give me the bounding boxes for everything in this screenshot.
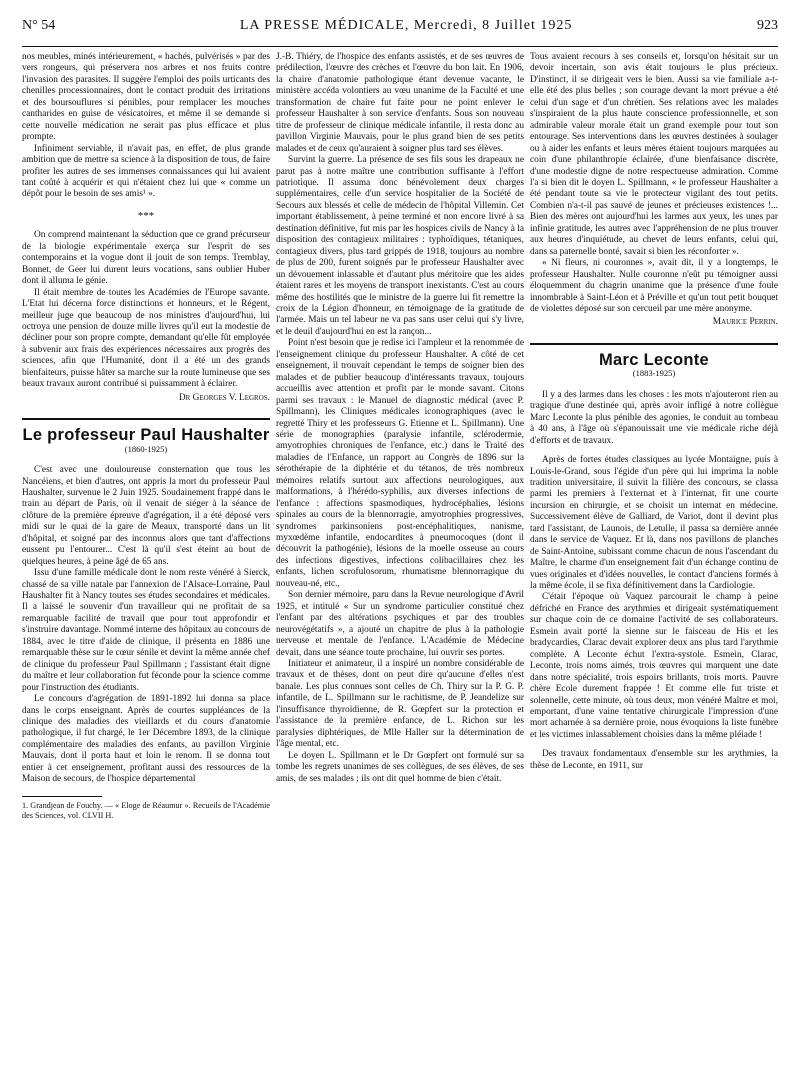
paragraph: nos meubles, minés intérieurement, « hachés, pulvérisés » par des vers rongeurs, qui préservera nos arbres et nos fruits contre l'invasion des parasites. Il suggère l'emploi des poils urticants des chenilles processionnaires, dont le contact produit des irritations et des boursouflures si pénibles, pour remplacer les mouches cantharides en guise de vésicatoires, et même il se demande si cette nouvelle médication ne serait pas plus efficace et plus prompte. [22, 52, 270, 143]
paragraph: Infiniment serviable, il n'avait pas, en effet, de plus grande ambition que de mettre sa science à la disposition de tous, de faire profiter les autres de ses immenses connaissances qui lui avaient tant coûté à acquérir et qui n'étaient chez lui que « comme un dépôt pour le besoin de ses amis¹ ». [22, 143, 270, 200]
paragraph: Son dernier mémoire, paru dans la Revue neurologique d'Avril 1925, et intitulé « Sur un syndrome particulier constitué chez l'enfant par des altérations psychiques et par des troubles neurovégétatifs », a ajouté un chapitre de plus à la pathologie nerveuse et mentale de l'enfance. L'Académie de Médecine devait, dans une séance toute prochaine, lui ouvrir ses portes. [276, 590, 524, 658]
paragraph: J.-B. Thiéry, de l'hospice des enfants assistés, et de ses œuvres de prédilection, l'œuvre des crèches et l'œuvre du bon lait. En 1906, la chaire d'anatomie pathologique étant devenue vacante, le ministère accéda volontiers au vœu unanime de la Faculté et une transformation de chaire fut faite pour ne point enlever le professeur Haushalter à son service d'enfants. Sous son nouveau titre de professeur de clinique médicale infantile, il resta donc au pavillon Virginie Mauvais, pour le plus grand bien de ses petits malades et de ceux qu'auraient à soigner plus tard ses élèves. [276, 52, 524, 154]
paragraph: Point n'est besoin que je redise ici l'ampleur et la renommée de l'enseignement clinique du professeur Haushalter. A côté de cet enseignement, il trouvait cependant le temps de soigner bien des malades et de publier beaucoup d'intéressants travaux, toujours accueillis avec attention et profit par le monde savant. Citons parmi ses travaux : le Manuel de diagnostic médical (avec P. Spillmann), les Cliniques médicales iconographiques (avec le regretté Thiry et les professeurs G. Etienne et L. Spillmann). Une série de monographies (paralysie infantile, sclérodermie, amyotrophies chroniques de l'enfance, etc.) dans le Traité des maladies de l'Enfance, un rapport au Congrès de 1896 sur la sérothérapie de la diphtérie et du tétanos, de très nombreux mémoires relatifs surtout aux affections neurologiques, aux malformations, à l'hérédo-syphilis, aux diverses infections de l'enfance : affections spasmodiques, hydrocéphalies, lésions spinales au cours de la blennorragie, amyotrophies progressives, syndromes parkinsoniens post-encéphalitiques, nanisme, myxœdème infantile, endocardites à pneumocoques (dont il découvrit la pathogénie), lésions de la moelle osseuse au cours des infections digestives, infections colibacillaires chez les enfants, lichen scrofulosorum, rhumatisme blennorragique du nouveau-né, etc., [276, 338, 524, 589]
paragraph: Des travaux fondamentaux d'ensemble sur les arythmies, la thèse de Leconte, en 1911, sur [530, 749, 778, 771]
article-title: Le professeur Paul Haushalter [22, 426, 270, 445]
paragraph: Tous avaient recours à ses conseils et, lorsqu'on hésitait sur un devoir incertain, son avis était toujours le plus précieux. D'instinct, il se dirigeait vers le bien. Aussi sa vie familiale a-t-elle été des plus belles ; son courage devant la mort prévue a été celui d'un sage et d'un chrétien. Ses relations avec les malades s'inspiraient de la plus haute conscience professionnelle, et son admirable valeur morale était un grand exemple pour tout son entourage. Ses interventions dans les œuvres destinées à soulager ou à aider les enfants et leurs mères étaient toujours marquées au coin d'une philanthropie éclairée, d'une bienfaisance discrète, d'une modestie digne de notre respectueuse admiration. Comme l'a si bien dit le doyen L. Spillmann, « le professeur Haushalter a été pendant toute sa vie le protecteur vigilant des tout petits. Combien n'a-t-il pas sauvé de jeunes et précieuses existences !... Bien des mères ont aujourd'hui les larmes aux yeux, les unes par infinie gratitude, les autres avec l'appréhension de ne plus trouver aux heures d'inquiétude, au chevet de leurs enfants, celui qui, dans sa paternelle bonté, savait si bien les réconforter ». [530, 52, 778, 257]
section-separator: *** [137, 209, 155, 222]
paragraph: Il y a des larmes dans les choses : les mots n'ajouteront rien au tragique d'une destinée qui, après avoir infligé à notre collègue Marc Leconte la plus pénible des agonies, le conduit au tombeau à 40 ans, à l'âge où s'épanouissait une vie médicale riche déjà d'efforts et de travaux. [530, 389, 778, 446]
paragraph: C'est avec une douloureuse consternation que tous les Nancéiens, et bien d'autres, ont appris la mort du professeur Paul Haushalter, survenue le 2 Juin 1925. Soudainement frappé dans le train au départ de Paris, où il venait de siéger à la séance de clôture de la première épreuve d'agrégation, il a été déposé vers midi sur le quai de la gare de Meaux, transporté dans un lit d'hôpital, et soigné par des inconnus alors que tant d'affections eussent pu l'entourer... C'est là qu'il s'est éteint au bout de quelques heures, à peine âgé de 65 ans. [22, 465, 270, 567]
column-3 [530, 52, 778, 772]
header-rule [22, 46, 778, 47]
footnote: 1. Grandjean de Fouchy. — « Eloge de Réaumur ». Recueils de l'Académie des Sciences, vol. CLVII H. [22, 800, 270, 820]
article-divider [22, 418, 270, 420]
article-divider [530, 343, 778, 345]
paragraph: C'était l'époque où Vaquez parcourait le champ à peine défriché en France des arythmies et dirigeait systématiquement sur chaque coin de ce domaine l'activité de ses collaborateurs. Esmein avait porté la sienne sur le faisceau de His et les bradycardies, Clarac devait explorer deux ans plus tard l'arythmie complète. A Leconte échut l'extra-systole. Esmein, Clarac, Leconte, trois noms aimés, trois œuvres qui marquent une date dans notre spécialité, trois espoirs brillants, trois morts. Pauvre chère Ecole durement frappée ! Et comme elle fut triste et solennelle, cette minute, où tous deux, mon vénéré Maître et moi, emportant, d'une vaine tentative chirurgicale l'impression d'une mort acharnée à sa dernière proie, nous évoquions la liste funèbre et les victimes inlassablement choisies dans la même pléiade ! [530, 592, 778, 740]
paragraph: Issu d'une famille médicale dont le nom reste vénéré à Sierck, chassé de sa ville natale par l'annexion de l'Alsace-Lorraine, Paul Haushalter fit à Nancy toutes ses études secondaires et médicales. Il a laissé le souvenir d'un travailleur qui ne profitait de sa remarquable facilité de travail que pour tout approfondir et s'instruire davantage. Nommé interne des hôpitaux au concours de 1884, avec le titre d'aide de clinique, il présenta en 1886 une remarquable thèse sur le cœur sénile et devint la même année chef de clinique du professeur Paul Spillmann ; l'assistant était digne du maître et leur collaboration fut féconde pour la science comme pour l'instruction des étudiants. [22, 568, 270, 693]
column-1 [22, 52, 270, 821]
issue-number: N° 54 [22, 18, 56, 33]
paragraph: On comprend maintenant la séduction que ce grand précurseur de la biologie expérimentale exerça sur l'esprit de ses contemporains et la vogue dont il jouit de son temps. Tremblay, Bonnet, de Geer lui durent leurs vocations, sans oublier Huber dont il alluma le génie. [22, 230, 270, 287]
spacer [530, 447, 778, 455]
journal-title: LA PRESSE MÉDICALE, Mercredi, 8 Juillet 1925 [239, 18, 573, 33]
paragraph: Initiateur et animateur, il a inspiré un nombre considérable de travaux et de thèses, dont on peut dire qu'aucune d'elles n'est banale. Les plus connues sont celles de Ch. Thiry sur la P. G. P. infantile, de L. Spillmann sur le rachitisme, de P. Jeandelize sur l'insuffisance thyroïdienne, de R. Gœpfert sur la protection et l'assistance de la première enfance, de L. Richon sur les paralysies diphtériques, de Mlle Haller sur la détermination de l'âge mental, etc. [276, 659, 524, 750]
author-signature: Dr Georges V. Legros. [178, 392, 270, 403]
paragraph: Après de fortes études classiques au lycée Montaigne, puis à Louis-le-Grand, sous l'égide d'un père qui lui imprima la noble tradition universitaire, il suivit la filière des concours, se classa parmi les premiers à l'externat et à l'internat, fit une courte incursion en chirurgie, et se choisit un internat en médecine. Successivement élève de Galliard, de Variot, dont il devint plus tard l'assistant, de Launois, de Letulle, il passa sa dernière année dans le service de Vaquez. Et là, dans nos pavillons de planches de Saint-Antoine, subissant comme chacun de nous l'ascendant du Maître, le charme d'un enseignement fait d'un échange continu de vues originales et d'idées nouvelles, le contact d'anciens formés à la même école, il se fixa définitivement dans la Cardiologie. [530, 455, 778, 592]
article-title: Marc Leconte [599, 350, 709, 369]
article-dates: (1883-1925) [632, 368, 676, 379]
footnote-rule [22, 796, 102, 797]
page-header [22, 18, 778, 40]
paragraph: Le doyen L. Spillmann et le Dr Gœpfert ont formulé sur sa tombe les regrets unanimes de ses collègues, de ses élèves, de ses amis, de ses malades ; ils ont dit quel homme de bien c'était. [276, 750, 524, 784]
author-signature: Maurice Perrin. [712, 317, 778, 328]
article-dates: (1860-1925) [124, 443, 168, 454]
paragraph: Survint la guerre. La présence de ses fils sous les drapeaux ne parut pas à notre maître une contribution suffisante à l'effort patriotique. Il assuma donc bénévolement deux charges supplémentaires, celle d'un service hospitalier de la Société de Secours aux blessés et celle de médecin de l'hôpital Villemin. Cet important établissement, à peine terminé et non encore livré à sa destination définitive, fut mis par les hospices civils de Nancy à la disposition des contagieux militaires : typhoïdiques, tétaniques, contagieux divers, plus tard grippés de 1918, toujours au nombre de plus de 200, furent soignés par le professeur Haushalter avec un dévouement inlassable et d'autant plus méritoire que les aides étaient rares et les moyens de transport inexistants. C'est au cours même des hostilités que le ministre de la guerre lui fit remettre la croix de la Légion d'honneur, en témoignage de la gratitude de l'armée. Mais un tel labeur ne va pas sans user celui qui s'y livre, et le deuil d'aujourd'hui en est la rançon... [276, 155, 524, 337]
paragraph: « Ni fleurs, ni couronnes », avait dit, il y a longtemps, le professeur Haushalter. Nulle couronne n'eût pu témoigner aussi éloquemment du chagrin unanime que la présence d'une foule innombrable à Saint-Léon et à Préville et qu'un tout petit bouquet de violettes déposé sur son cercueil par une mère anonyme. [530, 258, 778, 314]
column-2 [276, 52, 524, 785]
paragraph: Le concours d'agrégation de 1891-1892 lui donna sa place dans le corps enseignant. Après de courtes suppléances de la clinique des maladies des vieillards et du cours d'anatomie pathologique, il fut chargé, le 1er Décembre 1893, de la clinique complémentaire des maladies des enfants, au pavillon Virginie Mauvais, dont il porta haut et loin le renom. Il se donna tout entier à cet enseignement, profitant aussi des ressources de la Maison de secours, de l'hospice départemental [22, 694, 270, 785]
paragraph: Il était membre de toutes les Académies de l'Europe savante. L'Etat lui décerna force distinctions et honneurs, et le Régent, meilleur juge que beaucoup de nos ministres d'aujourd'hui, lui octroya une pension de douze mille livres qu'il eut la modestie de décliner pour son propre compte, demandant qu'elle fût employée à subvenir aux frais des expériences nécessaires aux progrès des sciences, afin que l'Humanité, dont il a été un des grands bienfaiteurs, puisse hâter sa marche sur la route lumineuse que ses beaux travaux auront contribué si puissamment à éclairer. [22, 287, 270, 390]
page-number: 923 [756, 18, 778, 33]
